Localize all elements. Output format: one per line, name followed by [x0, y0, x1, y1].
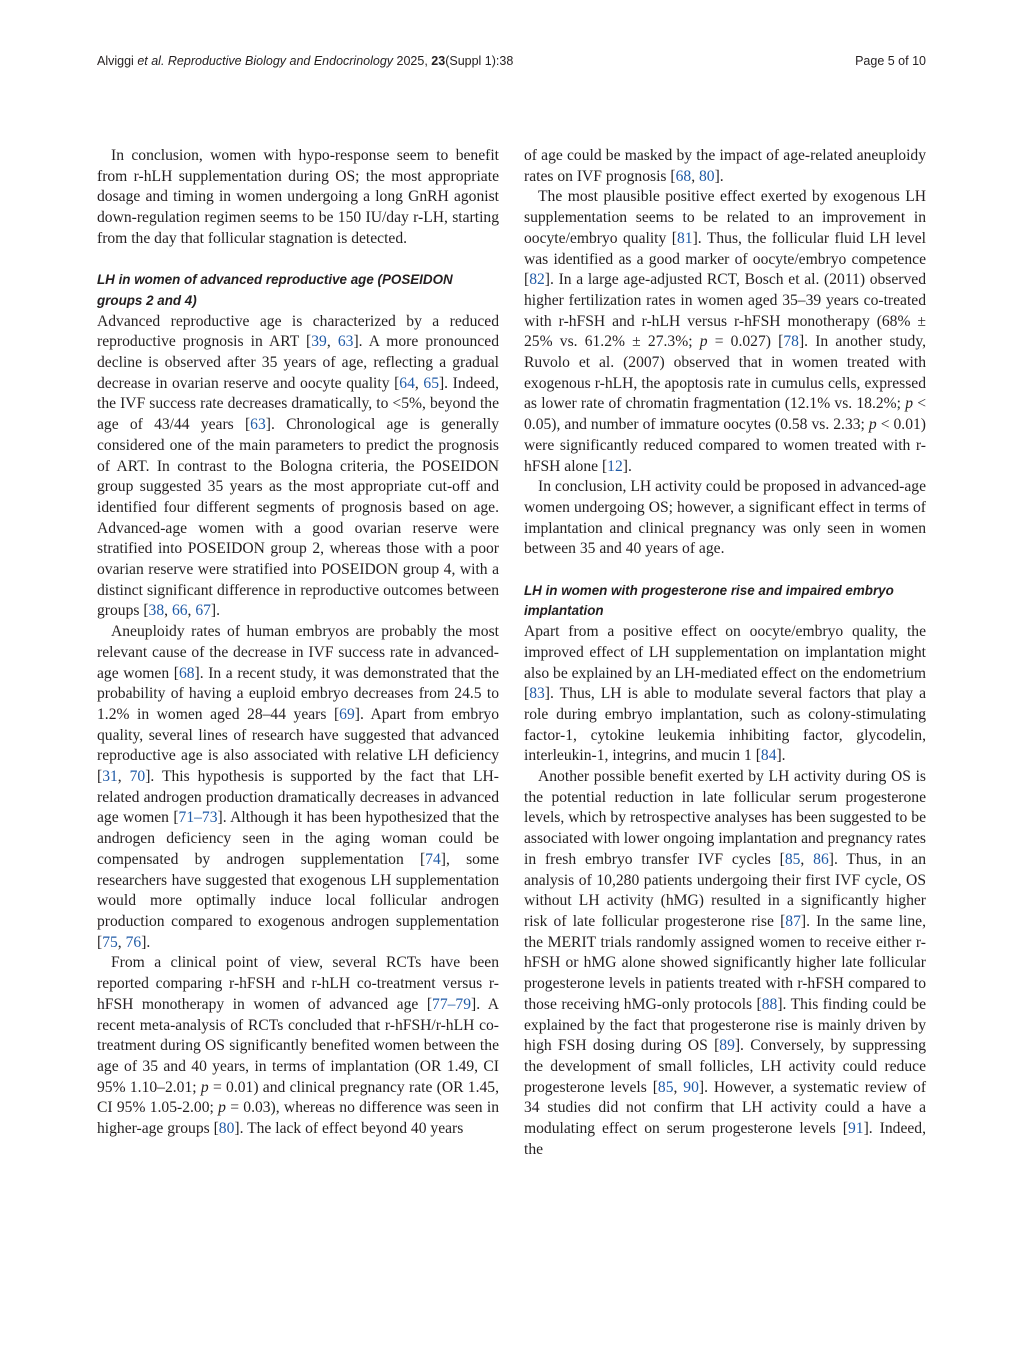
citation-link[interactable]: 74	[425, 850, 441, 868]
citation-link[interactable]: 90	[683, 1078, 699, 1096]
citation-link[interactable]: 63	[337, 333, 354, 351]
citation-link[interactable]: 80	[218, 1120, 235, 1138]
citation-link[interactable]: 75	[102, 933, 118, 951]
section-heading-advanced-age: LH in women of advanced reproductive age (POSEIDON groups 2 and 4)	[97, 272, 453, 308]
citation-link[interactable]: 38	[148, 602, 165, 620]
volume: 23	[431, 54, 446, 68]
citation-link[interactable]: 91	[847, 1120, 864, 1138]
running-header	[97, 54, 926, 74]
citation-link[interactable]: 31	[102, 768, 118, 786]
citation-link[interactable]: 81	[676, 229, 693, 247]
authors: Alviggi	[97, 54, 134, 68]
citation-link[interactable]: 80	[698, 167, 715, 185]
year: 2025,	[393, 54, 432, 68]
right-column	[524, 146, 926, 1160]
journal-name: Reproductive Biology and Endocrinology	[167, 54, 394, 68]
citation-link[interactable]: 85	[657, 1078, 674, 1096]
citation-link[interactable]: 39	[311, 333, 327, 351]
citation-link[interactable]: 64	[399, 374, 415, 392]
citation-link[interactable]: 67	[195, 602, 211, 620]
citation-link[interactable]: 12	[607, 457, 623, 475]
citation-link[interactable]: 87	[785, 913, 801, 930]
paragraph-progesterone: Another possible benefit exerted by LH activity during OS is the potential reduction in late follicular serum progesterone levels, which by retrospective analyses has been suggested to be associated with lower ongoing implantation and pregnancy rates in fresh embryo transfer IVF cycles [85, 86]. Thus, in an analysis of 10,280 patients undergoing their first IVF cycle, OS without LH activity (hMG) resulted in a significantly higher risk of late follicular progesterone rise [87]. In the same line, the MERIT trials randomly assigned women to receive either r-hFSH or hMG alone showed significantly higher late follicular progesterone levels in patients treated with r-hFSH compared to those receiving hMG-only protocols [88]. This finding could be explained by the fact that progesterone rise is mainly driven by high FSH dosing during OS [89]. Conversely, by suppressing the development of small follicles, LH activity could reduce progesterone levels [85, 90]. However, a systematic review of 34 studies did not confirm that LH activity could a have a modulating effect on serum progesterone levels [91]. Indeed, the	[524, 768, 927, 1158]
et-al: et al.	[137, 54, 165, 68]
citation-link[interactable]: 69	[339, 705, 355, 723]
page-number: Page 5 of 10	[855, 54, 926, 68]
citation-line	[97, 54, 513, 68]
citation-link[interactable]: 77–79	[432, 995, 471, 1013]
citation-link[interactable]: 88	[761, 995, 778, 1013]
paragraph-endometrium: Apart from a positive effect on oocyte/embryo quality, the improved effect of LH supplementation on implantation might also be explained by an LH-mediated effect on the endometrium [83]. Thus, LH is able to modulate several factors that play a role during embryo implantation, such as colony-stimulating factor-1, cytokine leukemia inhibiting factor, glycodelin, interleukin-1, integrins, and mucin 1 [84].	[524, 623, 926, 765]
paragraph-aneuploidy: Aneuploidy rates of human embryos are probably the most relevant cause of the decrease in IVF success rate in advanced-age women [68]. In a recent study, it was demonstrated that the probability of having a euploid embryo decreases from 24.5 to 1.2% in women aged 28–44 years [69]. Apart from embryo quality, several lines of research have suggested that advanced reproductive age is also associated with relative LH deficiency [31, 70]. This hypothesis is supported by the fact that LH-related androgen production dramatically decreases in advanced age women [71–73]. Although it has been hypothesized that the androgen deficiency seen in the aging woman could be compensated by androgen supplementation [74], some researchers have suggested that exogenous LH supplementation would more optimally induce local follicular androgen production compared to exogenous androgen supplementation [75, 76].	[97, 623, 500, 951]
citation-link[interactable]: 78	[783, 333, 799, 351]
section-heading-progesterone: LH in women with progesterone rise and impaired embryo implantation	[524, 582, 894, 619]
citation-link[interactable]: 68	[675, 167, 692, 185]
paragraph-clinical-rcts: From a clinical point of view, several RCTs have been reported comparing r-hFSH and r-hLH co-treatment versus r-hFSH monotherapy in women of advanced age [77–79]. A recent meta-analysis of RCTs concluded that r-hFSH/r-hLH co-treatment during OS significantly benefited women between the age of 35 and 40 years, in terms of implantation (OR 1.49, CI 95% 1.10–2.01; p = 0.01) and clinical pregnancy rate (OR 1.45, CI 95% 1.05-2.00; p = 0.03), whereas no difference was seen in higher-age groups [80]. The lack of effect beyond 40 years	[97, 954, 500, 1138]
citation-link[interactable]: 85	[784, 850, 801, 868]
paragraph-oocyte-quality: The most plausible positive effect exerted by exogenous LH supplementation seems to be related to an improvement in oocyte/embryo quality [81]. Thus, the follicular fluid LH level was identified as a good marker of oocyte/embryo competence [82]. In a large age-adjusted RCT, Bosch et al. (2011) observed higher fertilization rates in women aged 35–39 years co-treated with r-hFSH and r-hLH versus r-hFSH monotherapy (68% ± 25% vs. 61.2% ± 27.3%; p = 0.027) [78]. In another study, Ruvolo et al. (2007) observed that in women treated with exogenous r-hLH, the apoptosis rate in cumulus cells, expressed as lower rate of chromatin fragmentation (12.1% vs. 18.2%; p < 0.05), and number of immature oocytes (0.58 vs. 2.33; p < 0.01) were significantly reduced compared to women treated with r-hFSH alone [12].	[524, 188, 927, 475]
citation-link[interactable]: 70	[129, 768, 146, 786]
citation-link[interactable]: 68	[178, 664, 195, 682]
left-column	[97, 146, 499, 1140]
citation-link[interactable]: 71–73	[178, 809, 218, 827]
citation-link[interactable]: 83	[529, 685, 545, 703]
citation-link[interactable]: 84	[760, 747, 777, 765]
citation-link[interactable]: 65	[423, 374, 439, 392]
paragraph-hypo-response-conclusion: In conclusion, women with hypo-response seem to benefit from r-hLH supplementation during OS; the most appropriate dosage and timing in women undergoing a long GnRH agonist down-regulation regimen seems to be 150 IU/day r-LH, starting from the day that follicular stagnation is detected.	[97, 147, 499, 247]
citation-link[interactable]: 66	[171, 602, 188, 620]
citation-link[interactable]: 63	[250, 416, 266, 434]
paragraph-advanced-age-conclusion: In conclusion, LH activity could be proposed in advanced-age women undergoing OS; however, a significant effect in terms of implantation and clinical pregnancy was only seen in women between 35 and 40 years of age.	[524, 478, 926, 558]
citation-link[interactable]: 76	[125, 933, 142, 951]
paragraph-continuation: of age could be masked by the impact of age-related aneuploidy rates on IVF prognosis [68, 80].	[524, 147, 926, 185]
paragraph-advanced-age: Advanced reproductive age is characterized by a reduced reproductive prognosis in ART [39, 63]. A more pronounced decline is observed after 35 years of age, reflecting a gradual decrease in ovarian reserve and oocyte quality [64, 65]. Indeed, the IVF success rate decreases dramatically, to <5%, beyond the age of 43/44 years [63]. Chronological age is generally considered one of the main parameters to predict the prognosis of ART. In contrast to the Bologna criteria, the POSEIDON group suggested 35 years as the most appropriate cut-off and identified four different segments of prognosis based on age. Advanced-age women with a good ovarian reserve were stratified into POSEIDON group 2, whereas those with a poor ovarian reserve were stratified into POSEIDON group 4, with a distinct significant difference in reproductive outcomes between groups [38, 66, 67].	[97, 312, 500, 620]
citation-link[interactable]: 82	[529, 271, 545, 289]
citation-link[interactable]: 89	[719, 1037, 735, 1055]
issue: (Suppl 1):38	[445, 54, 514, 68]
citation-link[interactable]: 86	[813, 850, 829, 868]
